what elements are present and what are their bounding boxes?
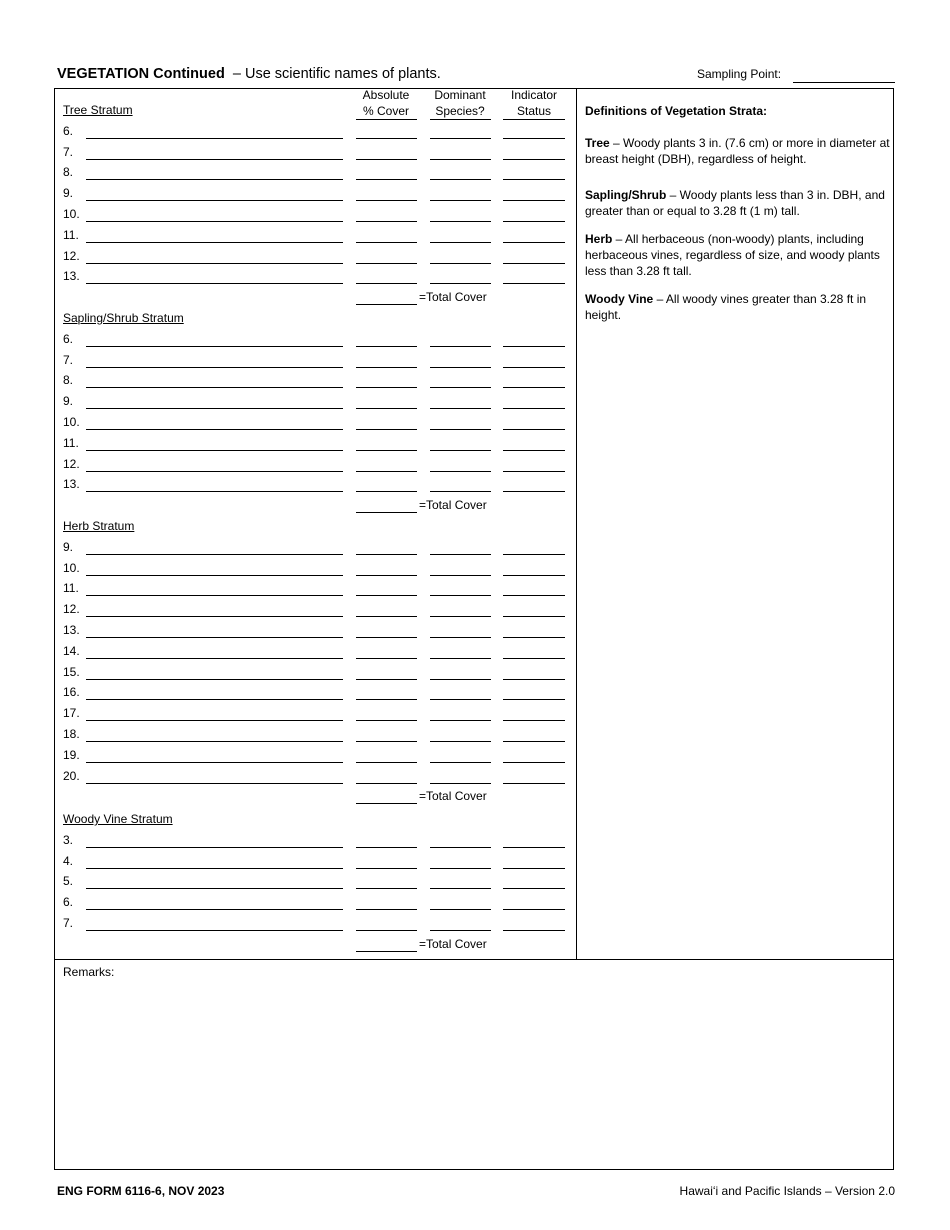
species-name-field[interactable] — [86, 429, 343, 430]
dominant-species-field[interactable] — [430, 679, 491, 680]
row-number: 3. — [63, 832, 74, 847]
dominant-species-field[interactable] — [430, 429, 491, 430]
sampling-point-field[interactable] — [793, 82, 895, 83]
dominant-species-field[interactable] — [430, 367, 491, 368]
absolute-cover-field[interactable] — [356, 554, 417, 555]
species-name-field[interactable] — [86, 868, 343, 869]
definition-term: Tree — [585, 136, 610, 150]
indicator-status-field[interactable] — [503, 387, 565, 388]
column-header-underline — [430, 119, 491, 120]
dominant-species-field[interactable] — [430, 762, 491, 763]
species-name-field[interactable] — [86, 616, 343, 617]
row-number: 8. — [63, 165, 74, 180]
species-name-field[interactable] — [86, 847, 343, 848]
absolute-cover-field[interactable] — [356, 159, 417, 160]
row-number: 17. — [63, 706, 80, 721]
row-number: 16. — [63, 685, 80, 700]
absolute-cover-field[interactable] — [356, 200, 417, 201]
species-name-field[interactable] — [86, 221, 343, 222]
definition-tree — [585, 135, 895, 167]
dominant-species-field[interactable] — [430, 491, 491, 492]
absolute-cover-field[interactable] — [356, 575, 417, 576]
indicator-status-field[interactable] — [503, 179, 565, 180]
row-number: 12. — [63, 248, 80, 263]
species-name-field[interactable] — [86, 491, 343, 492]
absolute-cover-field[interactable] — [356, 783, 417, 784]
row-number: 20. — [63, 768, 80, 783]
absolute-cover-field[interactable] — [356, 741, 417, 742]
definition-text: – Woody plants 3 in. (7.6 cm) or more in diameter at breast height (DBH), regardless of height. — [585, 136, 890, 166]
absolute-cover-field[interactable] — [356, 658, 417, 659]
indicator-status-field[interactable] — [503, 283, 565, 284]
indicator-status-field[interactable] — [503, 491, 565, 492]
total-cover-label: =Total Cover — [419, 936, 487, 951]
absolute-cover-field[interactable] — [356, 637, 417, 638]
indicator-status-field[interactable] — [503, 699, 565, 700]
column-header-line2: Species? — [435, 104, 485, 118]
species-name-field[interactable] — [86, 930, 343, 931]
definition-term: Woody Vine — [585, 292, 654, 306]
dominant-species-field[interactable] — [430, 783, 491, 784]
absolute-cover-field[interactable] — [356, 595, 417, 596]
stratum-heading: Sapling/Shrub Stratum — [63, 311, 184, 325]
dominant-species-field[interactable] — [430, 387, 491, 388]
dominant-species-field[interactable] — [430, 283, 491, 284]
absolute-cover-field[interactable] — [356, 888, 417, 889]
stratum-heading: Woody Vine Stratum — [63, 812, 173, 826]
absolute-cover-field[interactable] — [356, 429, 417, 430]
absolute-cover-field[interactable] — [356, 847, 417, 848]
indicator-status-field[interactable] — [503, 595, 565, 596]
dominant-species-field[interactable] — [430, 720, 491, 721]
dominant-species-field[interactable] — [430, 450, 491, 451]
row-number: 9. — [63, 186, 74, 201]
row-number: 7. — [63, 916, 74, 930]
definition-sapling-shrub — [585, 187, 895, 219]
absolute-cover-field[interactable] — [356, 909, 417, 910]
dominant-species-field[interactable] — [430, 909, 491, 910]
species-name-field[interactable] — [86, 699, 343, 700]
absolute-cover-field[interactable] — [356, 930, 417, 931]
absolute-cover-field[interactable] — [356, 387, 417, 388]
species-name-field[interactable] — [86, 741, 343, 742]
dominant-species-field[interactable] — [430, 408, 491, 409]
absolute-cover-field[interactable] — [356, 679, 417, 680]
definition-woody-vine — [585, 291, 895, 323]
absolute-cover-field[interactable] — [356, 283, 417, 284]
species-name-field[interactable] — [86, 783, 343, 784]
column-header-underline — [356, 119, 417, 120]
column-header-absolute-cover — [351, 87, 421, 119]
species-name-field[interactable] — [86, 387, 343, 388]
indicator-status-field[interactable] — [503, 637, 565, 638]
row-number: 19. — [63, 747, 80, 762]
absolute-cover-field[interactable] — [356, 346, 417, 347]
page-title-bold: VEGETATION Continued — [57, 66, 225, 82]
absolute-cover-field[interactable] — [356, 616, 417, 617]
species-name-field[interactable] — [86, 408, 343, 409]
species-name-field[interactable] — [86, 283, 343, 284]
species-name-field[interactable] — [86, 346, 343, 347]
absolute-cover-field[interactable] — [356, 720, 417, 721]
dominant-species-field[interactable] — [430, 200, 491, 201]
dominant-species-field[interactable] — [430, 658, 491, 659]
absolute-cover-field[interactable] — [356, 471, 417, 472]
indicator-status-field[interactable] — [503, 616, 565, 617]
definition-text: – Woody plants less than 3 in. DBH, and greater than or equal to 3.28 ft (1 m) tall. — [585, 188, 885, 218]
column-header-dominant-species — [425, 87, 495, 119]
absolute-cover-field[interactable] — [356, 138, 417, 139]
total-cover-field[interactable] — [356, 803, 417, 804]
total-cover-label: =Total Cover — [419, 498, 487, 513]
absolute-cover-field[interactable] — [356, 242, 417, 243]
row-number: 6. — [63, 895, 74, 910]
absolute-cover-field[interactable] — [356, 699, 417, 700]
indicator-status-field[interactable] — [503, 450, 565, 451]
absolute-cover-field[interactable] — [356, 179, 417, 180]
species-name-field[interactable] — [86, 159, 343, 160]
dominant-species-field[interactable] — [430, 471, 491, 472]
indicator-status-field[interactable] — [503, 741, 565, 742]
dominant-species-field[interactable] — [430, 868, 491, 869]
indicator-status-field[interactable] — [503, 346, 565, 347]
species-name-field[interactable] — [86, 554, 343, 555]
absolute-cover-field[interactable] — [356, 868, 417, 869]
column-divider — [576, 88, 577, 959]
column-header-line1: Indicator — [510, 88, 558, 102]
row-number: 11. — [63, 227, 79, 242]
row-number: 6. — [63, 123, 74, 138]
column-header-line1: Absolute — [362, 88, 410, 102]
absolute-cover-field[interactable] — [356, 450, 417, 451]
definition-herb — [585, 231, 895, 279]
species-name-field[interactable] — [86, 888, 343, 889]
indicator-status-field[interactable] — [503, 429, 565, 430]
indicator-status-field[interactable] — [503, 575, 565, 576]
dominant-species-field[interactable] — [430, 575, 491, 576]
column-header-underline — [503, 119, 565, 120]
row-number: 13. — [63, 477, 80, 492]
page-title-subtitle: – Use scientific names of plants. — [232, 66, 441, 82]
indicator-status-field[interactable] — [503, 783, 565, 784]
dominant-species-field[interactable] — [430, 554, 491, 555]
indicator-status-field[interactable] — [503, 658, 565, 659]
species-name-field[interactable] — [86, 762, 343, 763]
row-number: 14. — [63, 643, 80, 658]
indicator-status-field[interactable] — [503, 138, 565, 139]
species-name-field[interactable] — [86, 909, 343, 910]
indicator-status-field[interactable] — [503, 720, 565, 721]
species-name-field[interactable] — [86, 658, 343, 659]
row-number: 9. — [63, 394, 74, 409]
dominant-species-field[interactable] — [430, 930, 491, 931]
dominant-species-field[interactable] — [430, 741, 491, 742]
indicator-status-field[interactable] — [503, 263, 565, 264]
absolute-cover-field[interactable] — [356, 263, 417, 264]
row-number: 11. — [63, 581, 79, 596]
remarks-label: Remarks: — [63, 965, 115, 979]
indicator-status-field[interactable] — [503, 242, 565, 243]
absolute-cover-field[interactable] — [356, 491, 417, 492]
total-cover-label: =Total Cover — [419, 290, 487, 305]
dominant-species-field[interactable] — [430, 847, 491, 848]
definitions-heading: Definitions of Vegetation Strata: — [585, 104, 768, 118]
remarks-divider — [54, 959, 894, 960]
dominant-species-field[interactable] — [430, 221, 491, 222]
indicator-status-field[interactable] — [503, 159, 565, 160]
indicator-status-field[interactable] — [503, 847, 565, 848]
absolute-cover-field[interactable] — [356, 762, 417, 763]
row-number: 9. — [63, 539, 74, 554]
row-number: 10. — [63, 207, 80, 221]
species-name-field[interactable] — [86, 450, 343, 451]
dominant-species-field[interactable] — [430, 242, 491, 243]
indicator-status-field[interactable] — [503, 930, 565, 931]
row-number: 13. — [63, 623, 80, 637]
column-header-line2: % Cover — [362, 104, 409, 118]
row-number: 11. — [63, 435, 79, 450]
species-name-field[interactable] — [86, 637, 343, 638]
absolute-cover-field[interactable] — [356, 367, 417, 368]
row-number: 8. — [63, 373, 74, 388]
indicator-status-field[interactable] — [503, 221, 565, 222]
species-name-field[interactable] — [86, 720, 343, 721]
stratum-heading: Herb Stratum — [63, 519, 135, 533]
species-name-field[interactable] — [86, 679, 343, 680]
indicator-status-field[interactable] — [503, 909, 565, 910]
total-cover-field[interactable] — [356, 951, 417, 952]
dominant-species-field[interactable] — [430, 637, 491, 638]
absolute-cover-field[interactable] — [356, 221, 417, 222]
species-name-field[interactable] — [86, 575, 343, 576]
remarks-field[interactable] — [60, 982, 888, 1164]
definition-text: – All woody vines greater than 3.28 ft in height. — [585, 292, 867, 322]
row-number: 7. — [63, 352, 74, 367]
column-header-line1: Dominant — [434, 88, 486, 102]
definition-term: Herb — [585, 232, 613, 246]
dominant-species-field[interactable] — [430, 699, 491, 700]
total-cover-field[interactable] — [356, 512, 417, 513]
page-title — [57, 65, 441, 83]
indicator-status-field[interactable] — [503, 679, 565, 680]
indicator-status-field[interactable] — [503, 554, 565, 555]
row-number: 15. — [63, 664, 80, 679]
dominant-species-field[interactable] — [430, 595, 491, 596]
absolute-cover-field[interactable] — [356, 408, 417, 409]
species-name-field[interactable] — [86, 200, 343, 201]
dominant-species-field[interactable] — [430, 179, 491, 180]
dominant-species-field[interactable] — [430, 263, 491, 264]
indicator-status-field[interactable] — [503, 868, 565, 869]
sampling-point-label: Sampling Point: — [697, 67, 782, 81]
column-header-line2: Status — [516, 104, 552, 118]
dominant-species-field[interactable] — [430, 159, 491, 160]
row-number: 18. — [63, 727, 80, 741]
species-name-field[interactable] — [86, 263, 343, 264]
total-cover-label: =Total Cover — [419, 789, 487, 804]
row-number: 12. — [63, 456, 80, 471]
row-number: 4. — [63, 853, 74, 868]
species-name-field[interactable] — [86, 471, 343, 472]
dominant-species-field[interactable] — [430, 138, 491, 139]
indicator-status-field[interactable] — [503, 762, 565, 763]
species-name-field[interactable] — [86, 138, 343, 139]
row-number: 12. — [63, 602, 80, 617]
definition-text: – All herbaceous (non-woody) plants, including herbaceous vines, regardless of size, and woody plants less than 3.28 ft tall. — [585, 232, 880, 278]
dominant-species-field[interactable] — [430, 888, 491, 889]
species-name-field[interactable] — [86, 595, 343, 596]
row-number: 10. — [63, 415, 80, 429]
stratum-heading: Tree Stratum — [63, 103, 133, 117]
region-version: Hawaiʻi and Pacific Islands – Version 2.0 — [679, 1184, 895, 1198]
row-number: 7. — [63, 144, 74, 159]
species-name-field[interactable] — [86, 367, 343, 368]
species-name-field[interactable] — [86, 179, 343, 180]
species-name-field[interactable] — [86, 242, 343, 243]
row-number: 13. — [63, 269, 80, 284]
form-id: ENG FORM 6116-6, NOV 2023 — [57, 1184, 225, 1198]
total-cover-field[interactable] — [356, 304, 417, 305]
dominant-species-field[interactable] — [430, 616, 491, 617]
indicator-status-field[interactable] — [503, 367, 565, 368]
dominant-species-field[interactable] — [430, 346, 491, 347]
row-number: 6. — [63, 331, 74, 346]
column-header-indicator-status — [499, 87, 569, 119]
row-number: 5. — [63, 874, 74, 889]
definition-term: Sapling/Shrub — [585, 188, 667, 202]
indicator-status-field[interactable] — [503, 408, 565, 409]
indicator-status-field[interactable] — [503, 471, 565, 472]
indicator-status-field[interactable] — [503, 200, 565, 201]
indicator-status-field[interactable] — [503, 888, 565, 889]
row-number: 10. — [63, 560, 80, 575]
